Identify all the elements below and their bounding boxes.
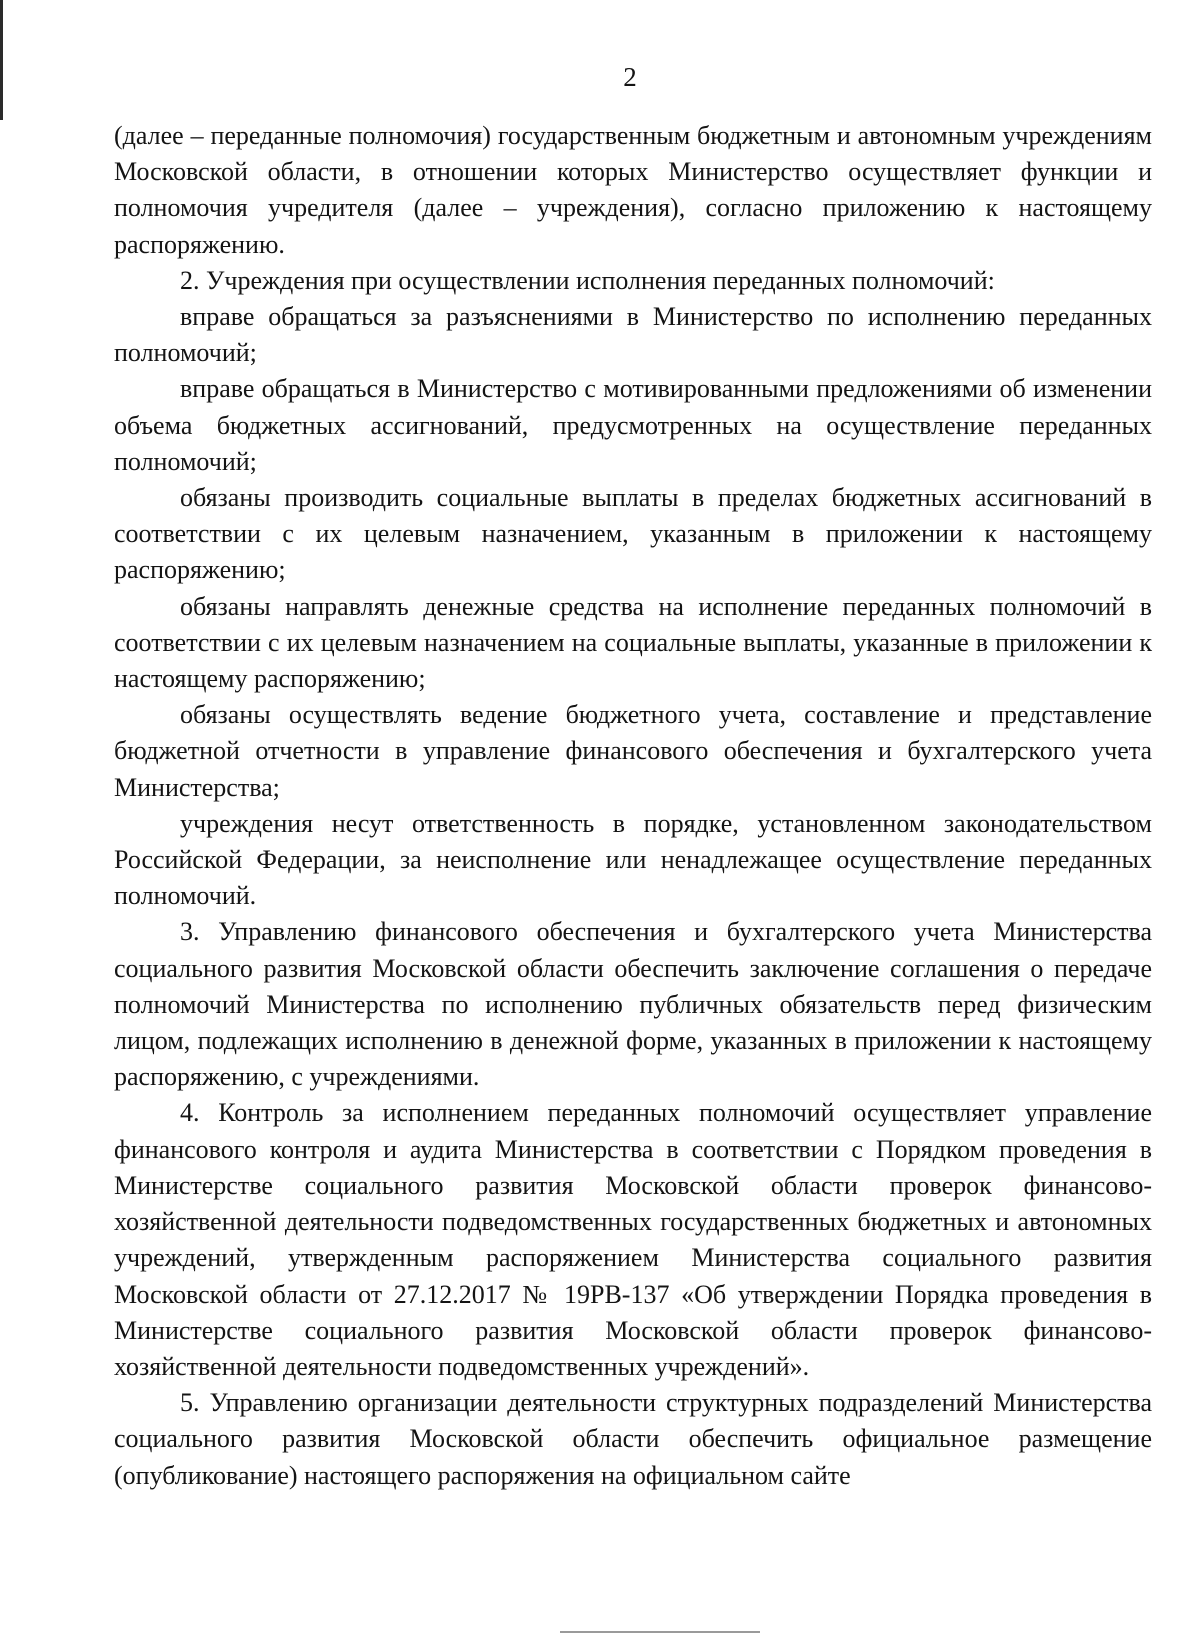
paragraph-continuation: (далее – переданные полномочия) государственным бюджетным и автономным учреждениям Московской области, в отношении которых Министерство осуществляет функции и полномочия учредителя (далее – учреждения), согласно приложению к настоящему распоряжению. (114, 121, 1152, 259)
paragraph-item-2: 2. Учреждения при осуществлении исполнения переданных полномочий: (180, 265, 995, 295)
paragraph-item-5: 5. Управлению организации деятельности структурных подразделений Министерства социального развития Московской области обеспечить официальное размещение (опубликование) настоящего распоряжения на официальном сайте (114, 1388, 1152, 1490)
paragraph-item-3: 3. Управлению финансового обеспечения и бухгалтерского учета Министерства социального развития Московской области обеспечить заключение соглашения о передаче полномочий Министерства по исполнению публичных обязательств перед физическим лицом, подлежащих исполнению в денежной форме, указанных в приложении к настоящему распоряжению, с учреждениями. (114, 917, 1152, 1092)
paragraph-right-clarifications: вправе обращаться за разъяснениями в Министерство по исполнению переданных полномочий; (114, 302, 1152, 368)
paragraph-right-proposals: вправе обращаться в Министерство с мотивированными предложениями об изменении объема бюджетных ассигнований, предусмотренных на осуществление переданных полномочий; (114, 374, 1152, 476)
paragraph-duty-accounting: обязаны осуществлять ведение бюджетного учета, составление и представление бюджетной отчетности в управление финансового обеспечения и бухгалтерского учета Министерства; (114, 700, 1152, 802)
paragraph-item-4: 4. Контроль за исполнением переданных полномочий осуществляет управление финансового контроля и аудита Министерства в соответствии с Порядком проведения в Министерстве социального развития Московской области проверок финансово-хозяйственной деятельности подведомственных государственных бюджетных и автономных учреждений, утвержденным распоряжением Министерства социального развития Московской области от 27.12.2017 № 19РВ-137 «Об утверждении Порядка проведения в Министерстве социального развития Московской области проверок финансово-хозяйственной деятельности подведомственных учреждений». (114, 1098, 1152, 1381)
paragraph-duty-payments: обязаны производить социальные выплаты в пределах бюджетных ассигнований в соответствии с их целевым назначением, указанным в приложении к настоящему распоряжению; (114, 483, 1152, 585)
paragraph-responsibility: учреждения несут ответственность в порядке, установленном законодательством Российской Федерации, за неисполнение или ненадлежащее осуществление переданных полномочий. (114, 808, 1152, 911)
page-number: 2 (623, 62, 637, 92)
paragraph-duty-funds: обязаны направлять денежные средства на исполнение переданных полномочий в соответствии с их целевым назначением на социальные выплаты, указанные в приложении к настоящему распоряжению; (114, 591, 1152, 694)
scan-edge-left (0, 0, 3, 120)
scan-edge-bottom (560, 1631, 760, 1633)
document-body (114, 118, 1152, 1494)
